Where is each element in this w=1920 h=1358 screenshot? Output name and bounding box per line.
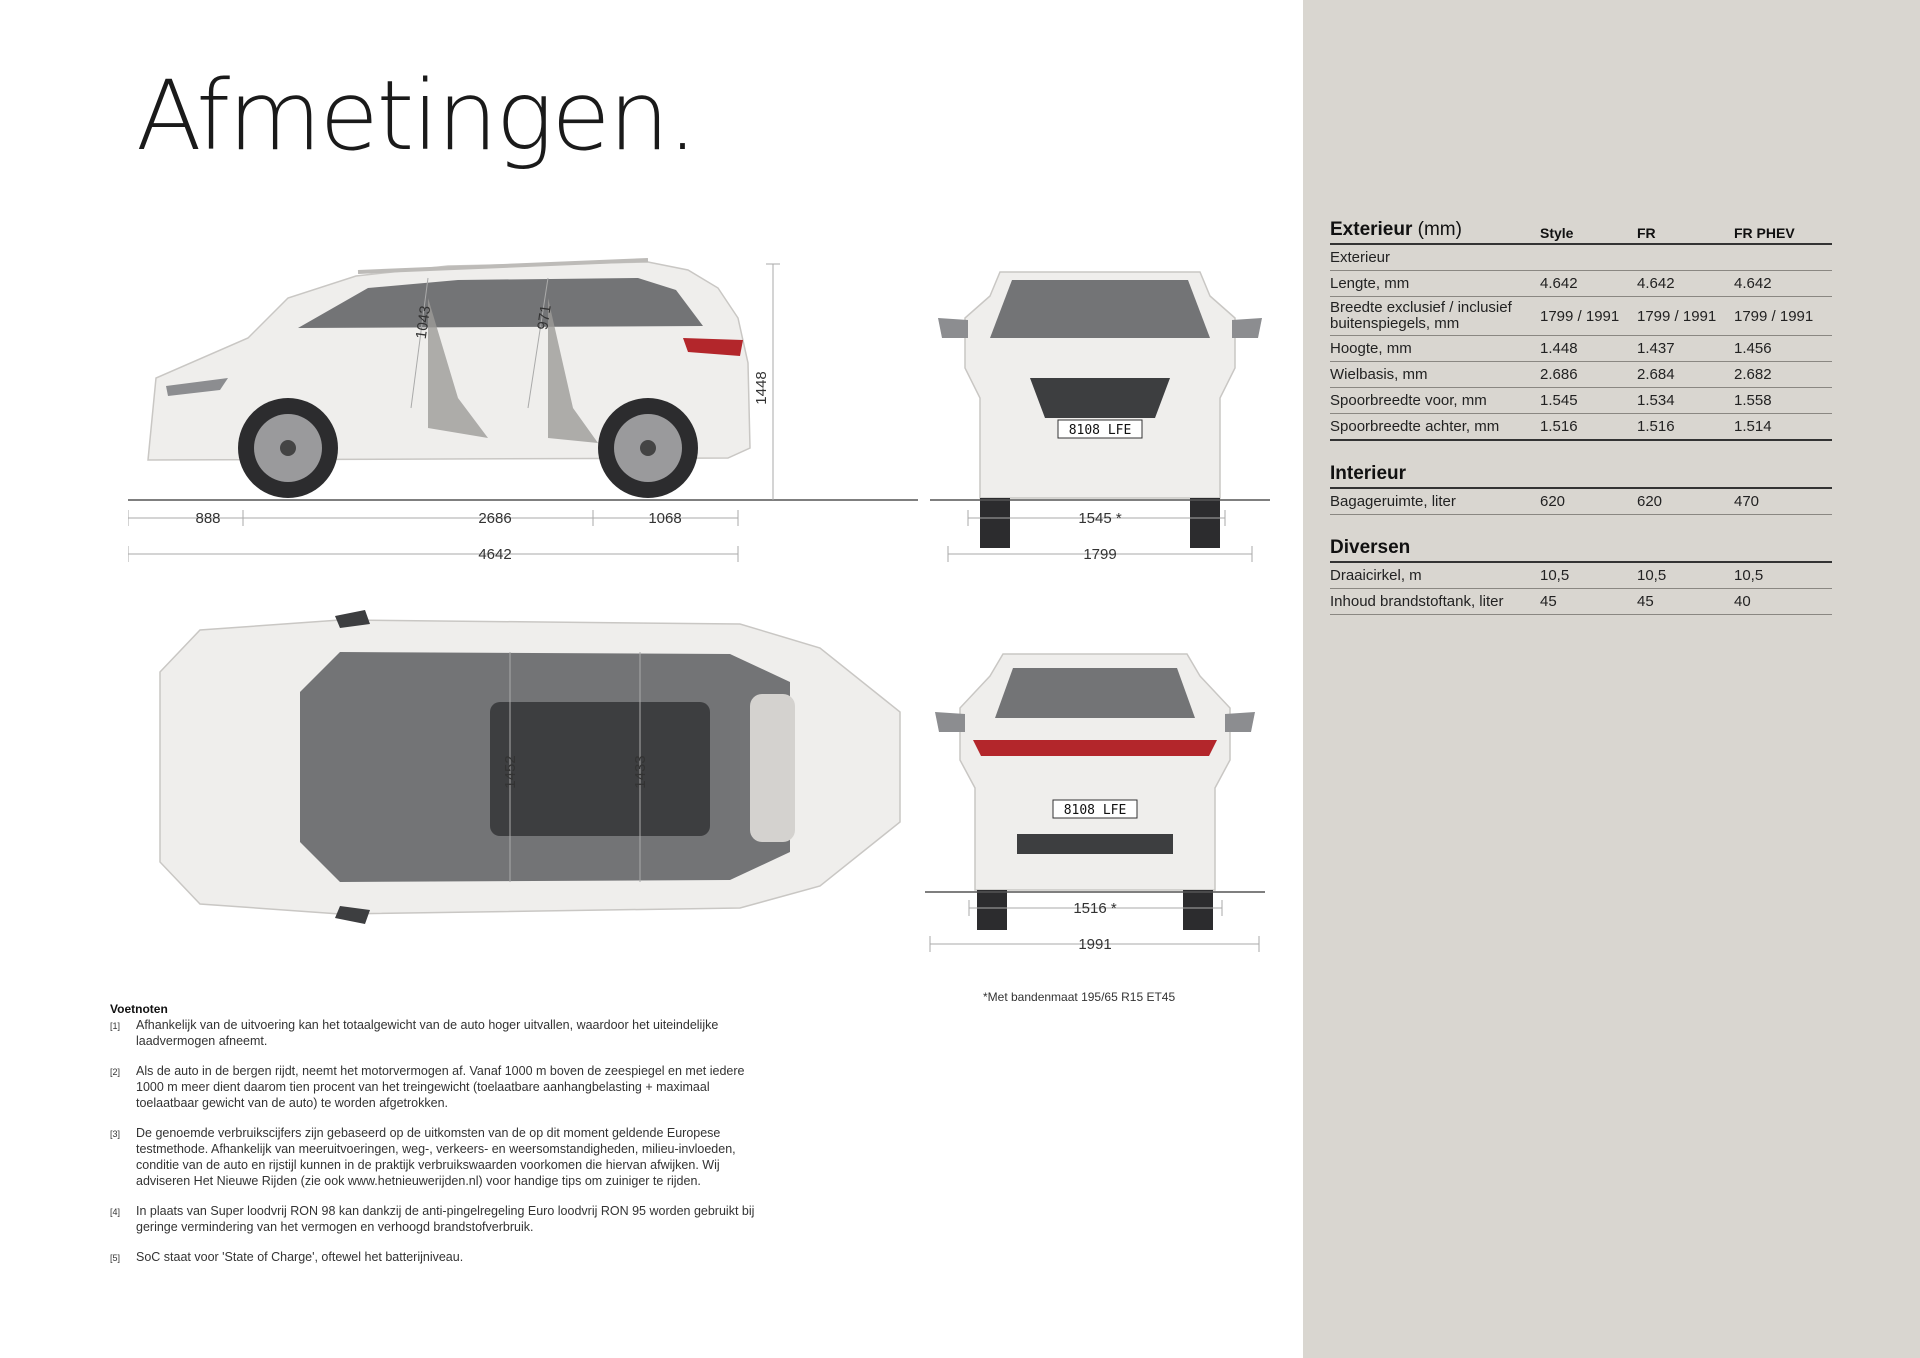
col-fr: FR — [1637, 225, 1656, 241]
col-fr-phev: FR PHEV — [1734, 225, 1795, 241]
car-front-view — [930, 258, 1270, 578]
footnote: [1] Afhankelijk van de uitvoering kan het totaalgewicht van de auto hoger uitvallen, waardoor het uiteindelijke laadvermogen afneemt. — [110, 1018, 719, 1048]
table-row: Inhoud brandstoftank, liter 45 45 40 — [1330, 589, 1832, 615]
spec-tables — [1330, 217, 1832, 625]
dim-rear-shoulder: 1433 — [632, 755, 649, 789]
table-row: Hoogte, mm 1.448 1.437 1.456 — [1330, 336, 1832, 362]
spec-title: Exterieur (mm) — [1330, 219, 1462, 240]
table-row: Breedte exclusief / inclusief buitenspiegels, mm 1799 / 1991 1799 / 1991 1799 / 1991 — [1330, 297, 1832, 336]
front-wheel — [238, 398, 338, 498]
dim-front-overhang: 888 — [195, 510, 221, 527]
dim-rear-track: 1516 * — [1073, 900, 1117, 917]
table-row: Spoorbreedte voor, mm 1.545 1.534 1.558 — [1330, 388, 1832, 414]
col-style: Style — [1540, 225, 1574, 241]
table-row: Wielbasis, mm 2.686 2.684 2.682 — [1330, 362, 1832, 388]
dim-height: 1448 — [753, 371, 770, 405]
spec-sidebar — [1303, 0, 1920, 1358]
front-plate: 8108 LFE — [1068, 423, 1132, 438]
spec-header — [1330, 461, 1832, 489]
table-row: Draaicirkel, m 10,5 10,5 10,5 — [1330, 563, 1832, 589]
rear-wheel — [598, 398, 698, 498]
spec-subheading: Exterieur — [1330, 245, 1832, 271]
page-title: Afmetingen. — [136, 60, 696, 172]
tyre-note: *Met bandenmaat 195/65 R15 ET45 — [983, 990, 1176, 1004]
spec-section-exterieur — [1330, 217, 1832, 441]
car-top-view — [140, 602, 920, 932]
dim-front-track: 1545 * — [1078, 510, 1122, 527]
spec-title: Diversen — [1330, 537, 1411, 558]
dim-front-width: 1799 — [1083, 546, 1117, 563]
car-rear-view — [925, 648, 1265, 958]
spec-section-interieur — [1330, 461, 1832, 515]
car-side-view — [128, 248, 918, 578]
rear-plate: 8108 LFE — [1063, 803, 1127, 818]
dim-wheelbase: 2686 — [478, 510, 512, 527]
footnotes-title: Voetnoten — [110, 1002, 168, 1016]
footnote: [4] In plaats van Super loodvrij RON 98 kan dankzij de anti-pingelregeling Euro loodvrij RON 95 worden gebruikt bij geringe vermindering van het vermogen en verhoogd brandstofverbruik. — [110, 1204, 755, 1234]
dim-rear-headroom: 971 — [534, 303, 555, 331]
dim-front-shoulder: 1452 — [502, 755, 519, 789]
spec-section-diversen — [1330, 535, 1832, 615]
dim-total-length: 4642 — [478, 546, 512, 563]
spec-header — [1330, 535, 1832, 563]
dim-rear-overhang: 1068 — [648, 510, 682, 527]
table-row: Spoorbreedte achter, mm 1.516 1.516 1.514 — [1330, 414, 1832, 441]
table-row: Lengte, mm 4.642 4.642 4.642 — [1330, 271, 1832, 297]
spec-header — [1330, 217, 1832, 245]
dim-mirror-width: 1991 — [1078, 936, 1112, 953]
spec-title: Interieur — [1330, 463, 1407, 484]
footnote: [3] De genoemde verbruikscijfers zijn gebaseerd op de uitkomsten van de op dit moment geldende Europese testmethode. Afhankelijk van meeruitvoeringen, weg-, verkeers- en weersomstandigheden, milieu-invloeden, conditie van de auto en rijstijl kunnen in de praktijk verbruikswaarden voorkomen die hiervan afwijken. Wij adviseren Het Nieuwe Rijden (zie ook www.hetnieuwerijden.nl) voor handige tips om zuiniger te rijden. — [110, 1126, 736, 1188]
footnotes — [110, 1002, 770, 1280]
dim-front-headroom: 1043 — [412, 304, 435, 341]
footnote: [2] Als de auto in de bergen rijdt, neemt het motorvermogen af. Vanaf 1000 m boven de zeespiegel en met iedere 1000 m meer dient daarom tien procent van het treingewicht (toelaatbare aanhangbelasting + maximaal toelaatbaar gewicht van de auto) te worden afgetrokken. — [110, 1064, 745, 1110]
table-row: Bagageruimte, liter 620 620 470 — [1330, 489, 1832, 515]
footnote: [5] SoC staat voor 'State of Charge', oftewel het batterijniveau. — [110, 1250, 464, 1264]
